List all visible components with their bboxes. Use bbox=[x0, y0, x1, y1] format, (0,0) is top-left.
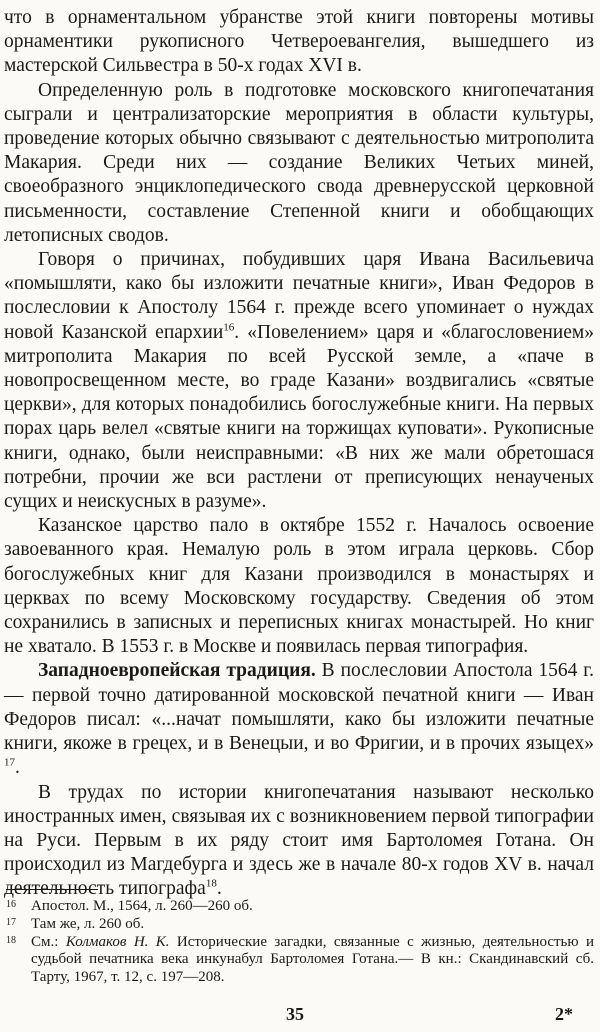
paragraph-2: Определенную роль в подготовке московского книгопечатания сыграли и централизаторские мероприятия в области культуры, проведение которых обычно связывают с деятельностью митрополита Макария. Среди них — создание Великих Четьих миней, своеобразного энциклопедического свода древнерусской церковной письменности, составление Степенной книги и обобщающих летописных сводов. bbox=[4, 79, 594, 246]
main-text bbox=[4, 6, 594, 902]
paragraph-4: Казанское царство пало в октябре 1552 г. Началось освоение завоеванного края. Немалую роль в этом играла церковь. Сбор богослужебных книг для Казани производился в монастырях и церквах по всему Московскому государству. Сведения об этом сохранились в записных и переписных книгах монастырей. Но книг не хватало. В 1553 г. в Москве и появилась первая типография. bbox=[4, 515, 594, 658]
footnote-text: Там же, л. 260 об. bbox=[31, 915, 145, 932]
footnote-number: 18 bbox=[6, 934, 16, 946]
section-heading: Западноевропейская традиция. bbox=[38, 660, 316, 682]
footnotes bbox=[6, 898, 594, 987]
footnote-rule bbox=[6, 889, 98, 890]
footnote-16 bbox=[6, 898, 594, 916]
footnote-text: Апостол. М., 1564, л. 260—260 об. bbox=[31, 898, 253, 914]
footnote-18 bbox=[6, 934, 594, 987]
paragraph-5-text: В послесловии Апостола 1564 г. — первой точно датированной московской печатной книги — Иван Федоров писал: «...начат помышляти, како бы изложити печатные книги, якоже в грецех, и в Венецыи, и во Фригии, и в прочих языцех» $^{17}$. bbox=[4, 660, 594, 779]
footnote-number: 16 bbox=[6, 899, 16, 910]
paragraph-6: В трудах по истории книгопечатания называют несколько иностранных имен, связывая их с возникновением первой типографии на Руси. Первым в их ряду стоит имя Бартоломея Готана. Он происходил из Магдебурга и здесь же в начале 80-х годов XV в. начал деятельность типографа$^{18}$. bbox=[4, 781, 594, 900]
signature-mark: 2* bbox=[555, 1004, 573, 1024]
footnote-number: 17 bbox=[6, 916, 16, 928]
footnote-17 bbox=[6, 916, 594, 934]
footnote-text: См.: Колмаков Н. К. Исторические загадки, связанные с жизнью, деятельностью и судьбой печатника века инкунабул Бартоломея Готана.— В кн.: Скандинавский сб. Тарту, 1967, т. 12, с. 197—208. bbox=[31, 933, 595, 986]
page-number: 35 bbox=[286, 1004, 304, 1024]
paragraph-5 bbox=[4, 659, 594, 780]
paragraph-1: что в орнаментальном убранстве этой книги повторены мотивы орнаментики рукописного Четвероевангелия, вышедшего из мастерской Сильвестра в 50-х годах XVI в. bbox=[4, 7, 594, 77]
paragraph-3: Говоря о причинах, побудивших царя Ивана Васильевича «помышляти, како бы изложити печатные книги», Иван Федоров в послесловии к Апостолу 1564 г. прежде всего упоминает о нуждах новой Казанской епархии$^{16}$. «Повелением» царя и «благословением» митрополита Макария по всей Русской земле, а «паче в новопросвещенном месте, во граде Казани» воздвигались «святые церкви», для которых понадобились богослужебные книги. На первых порах царь велел «святые книги на торжищах куповати». Рукописные книги, однако, были неисправными: «В них же мали обретошася потребни, прочии же вси растлени от преписующих ненаученых сущих и неискусных в разуме». bbox=[4, 249, 594, 513]
